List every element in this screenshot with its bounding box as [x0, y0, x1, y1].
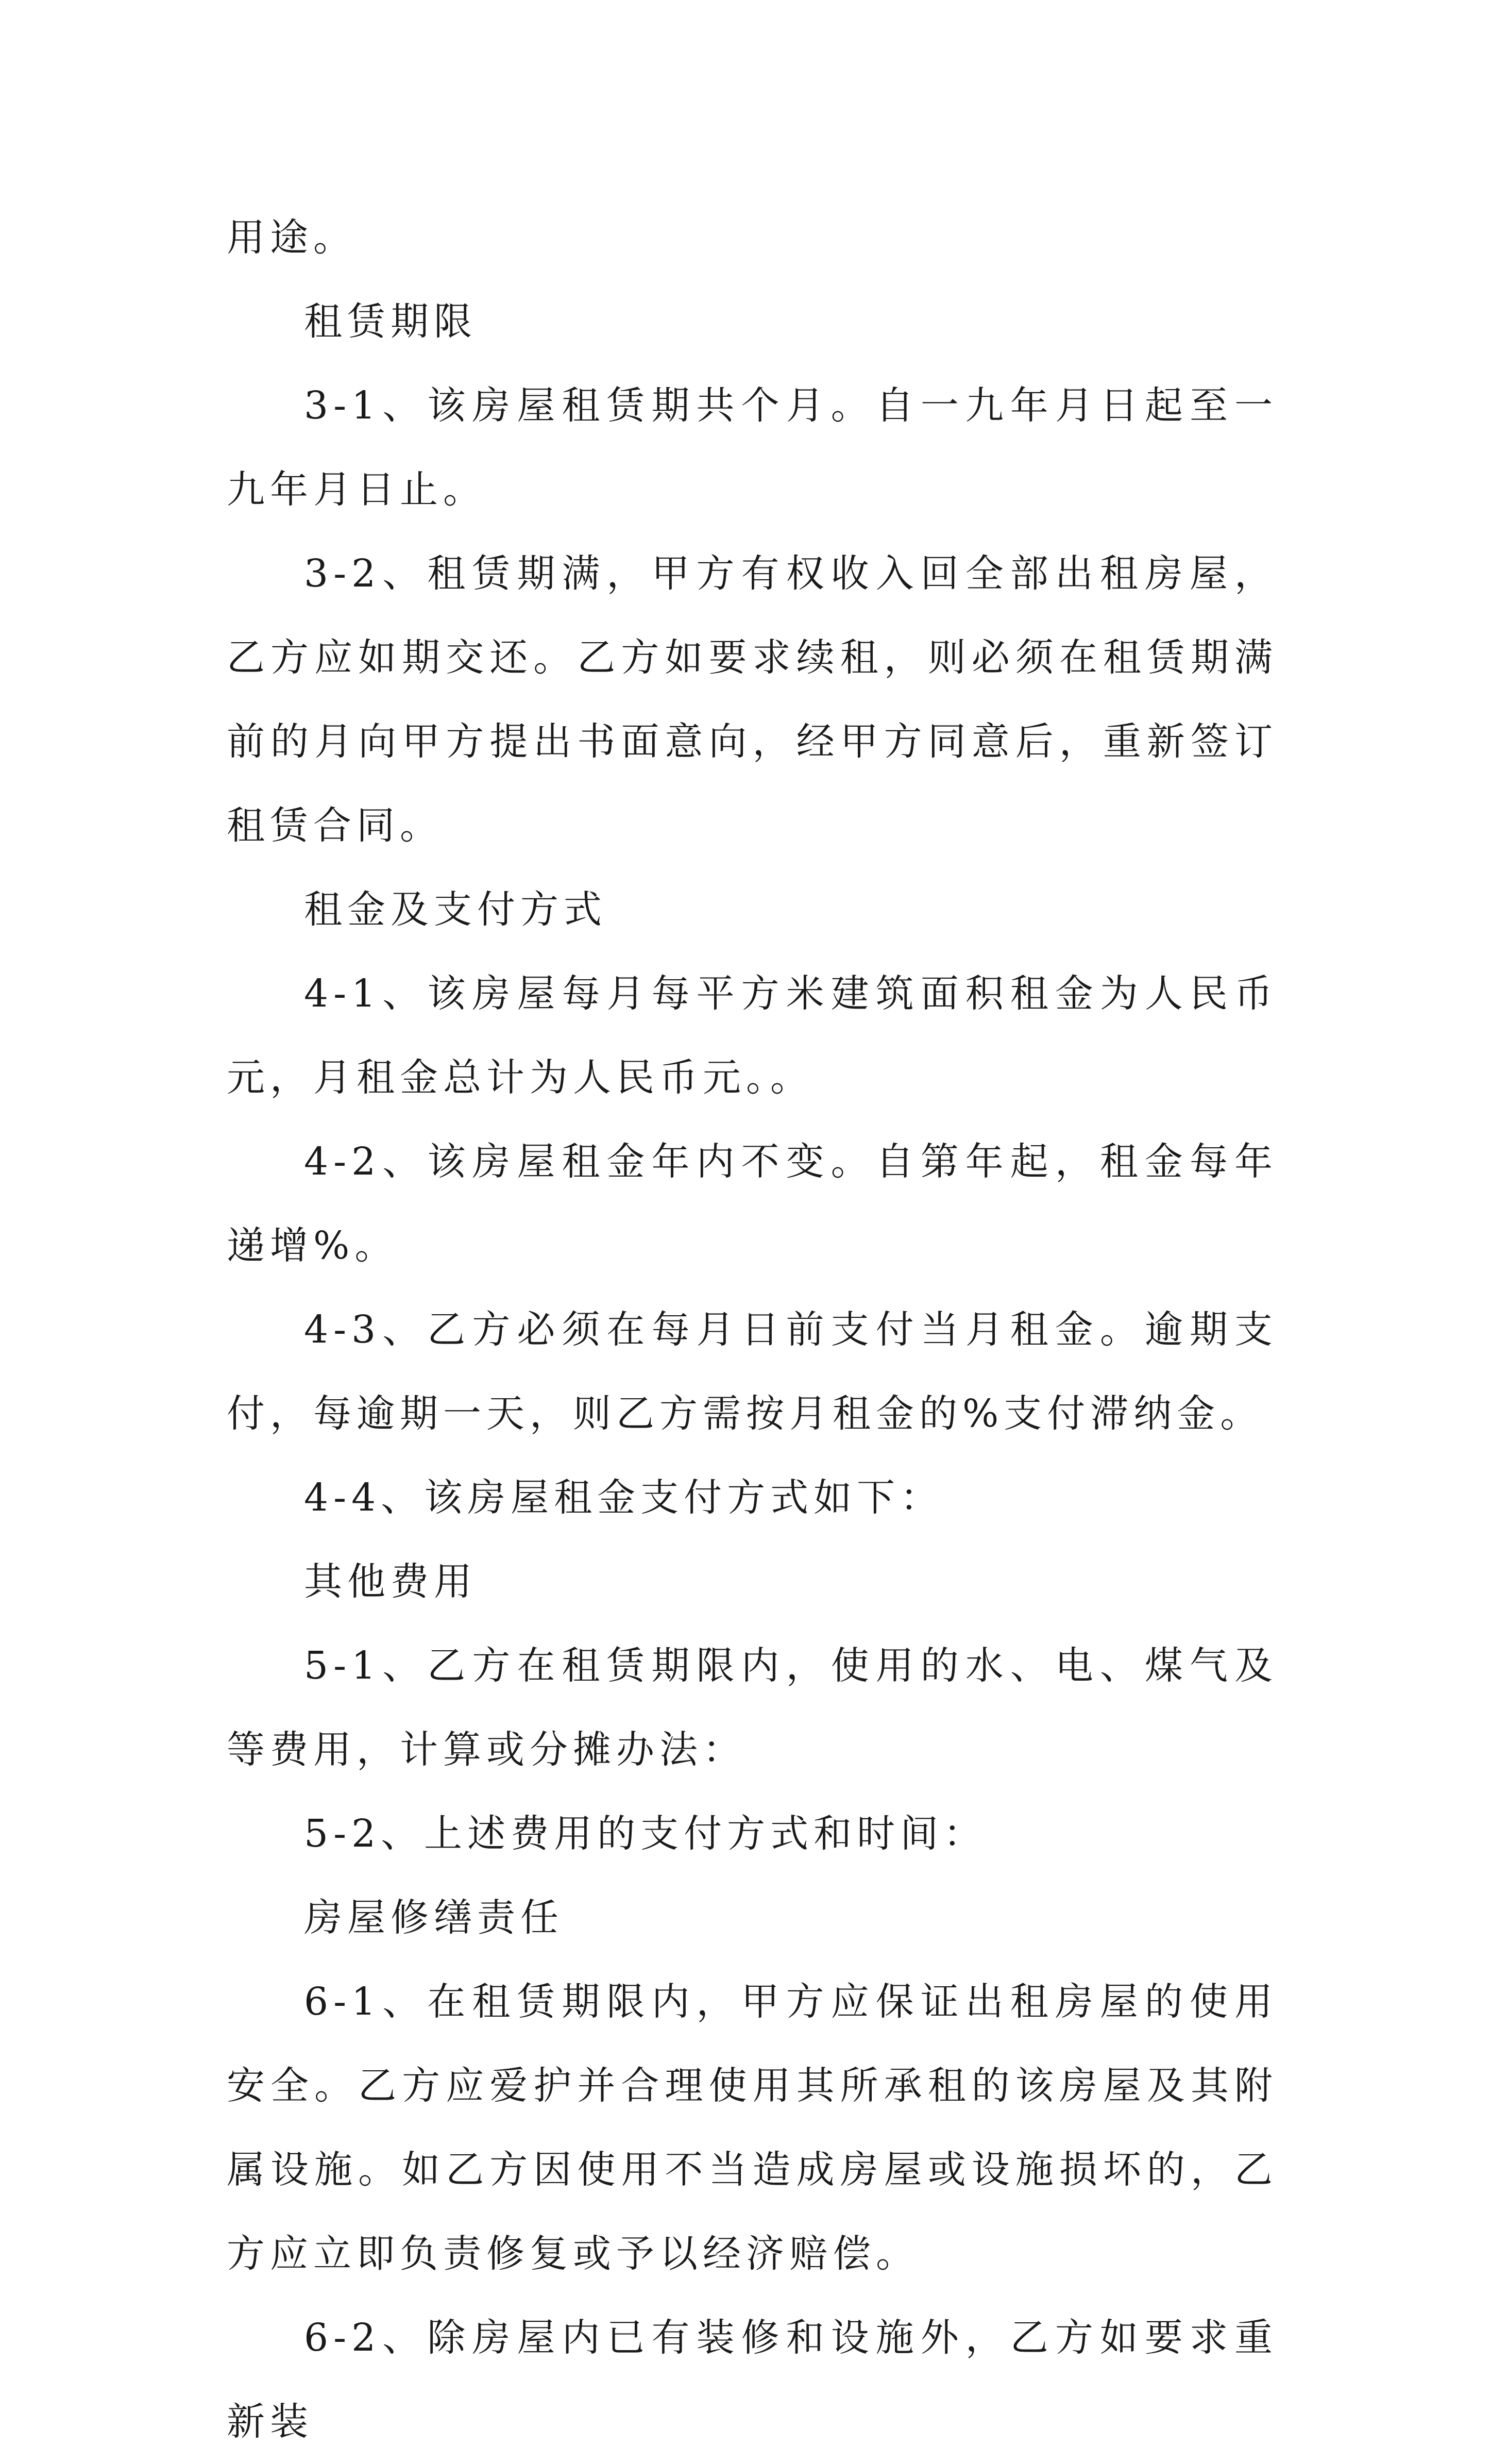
clause-4-3: 4-3、乙方必须在每月日前支付当月租金。逾期支付，每逾期一天，则乙方需按月租金的%支付滞纳金。 [227, 1308, 1278, 1436]
clause-6-1: 6-1、在租赁期限内，甲方应保证出租房屋的使用安全。乙方应爱护并合理使用其所承租的该房屋及其附属设施。如乙方因使用不当造成房屋或设施损坏的，乙方应立即负责修复或予以经济赔偿。 [227, 1980, 1278, 2276]
clause-4-1: 4-1、该房屋每月每平方米建筑面积租金为人民币元，月租金总计为人民币元。。 [227, 971, 1278, 1100]
clause-4-2: 4-2、该房屋租金年内不变。自第年起，租金每年递增%。 [227, 1139, 1278, 1268]
heading-lease-term: 租赁期限 [304, 299, 477, 344]
clause-5-2: 5-2、上述费用的支付方式和时间： [304, 1812, 987, 1856]
clause-3-1: 3-1、该房屋租赁期共个月。自一九年月日起至一九年月日止。 [227, 383, 1278, 512]
clause-3-2: 3-2、租赁期满，甲方有权收入回全部出租房屋，乙方应如期交还。乙方如要求续租，则必须在租赁期满前的月向甲方提出书面意向，经甲方同意后，重新签订租赁合同。 [227, 551, 1278, 848]
clause-4-4: 4-4、该房屋租金支付方式如下： [304, 1476, 944, 1520]
clause-6-2: 6-2、除房屋内已有装修和设施外，乙方如要求重新装 [227, 2316, 1278, 2444]
document-body [227, 196, 1278, 2464]
clause-5-1: 5-1、乙方在租赁期限内，使用的水、电、煤气及等费用，计算或分摊办法： [227, 1644, 1278, 1772]
paragraph-usage-tail: 用途。 [227, 215, 357, 260]
heading-repair-responsibility: 房屋修缮责任 [304, 1896, 564, 1940]
heading-other-fees: 其他费用 [304, 1560, 477, 1604]
heading-rent-payment: 租金及支付方式 [304, 887, 607, 932]
